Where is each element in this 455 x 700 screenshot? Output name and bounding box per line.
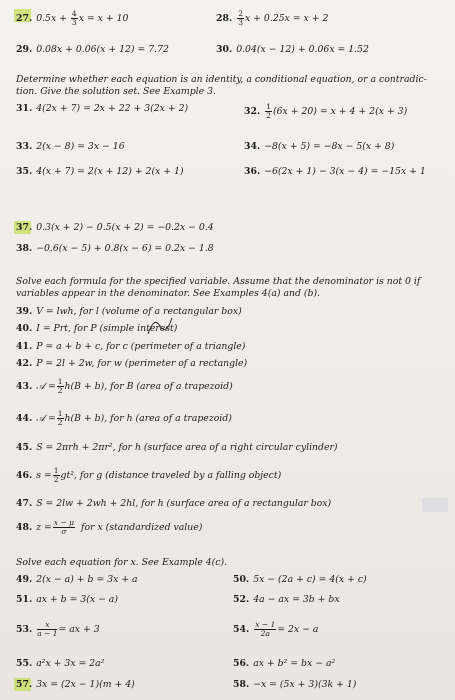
problem-50: 50. 5x − (2a + c) = 4(x + c) <box>233 574 367 585</box>
pen-mark-icon <box>140 312 180 342</box>
problem-46: 46. s = $\frac{1}{2}$ gt², for g (distance traveled by a falling object) <box>16 466 282 484</box>
fraction: $\frac{x - \mu}{\sigma}$ <box>53 518 74 536</box>
instruction-identity: Determine whether each equation is an identity, a conditional equation, or a contradic- <box>16 74 427 85</box>
problem-42: 42. P = 2l + 2w, for w (perimeter of a rectangle) <box>16 358 248 369</box>
problem-47: 47. S = 2lw + 2wh + 2hl, for h (surface area of a rectangular box) <box>16 498 332 509</box>
problem-27: 27. 0.5x + $\frac{4}{3}$ x = x + 10 <box>16 9 129 27</box>
problem-31: 31. 4(2x + 7) = 2x + 22 + 3(2x + 2) <box>16 103 189 114</box>
problem-49: 49. 2(x − a) + b = 3x + a <box>16 574 138 585</box>
problem-43: 43. 𝒜 = $\frac{1}{2}$ h(B + b), for B (area of a trapezoid) <box>16 377 233 395</box>
instruction-formula-cont: variables appear in the denominator. See Examples 4(a) and (b). <box>16 288 321 299</box>
problem-33: 33. 2(x − 8) = 3x − 16 <box>16 141 125 152</box>
fraction: $\frac{2}{3}$ <box>238 9 243 27</box>
instruction-formula: Solve each formula for the specified variable. Assume that the denominator is not 0 if <box>16 276 421 287</box>
fraction: $\frac{x - 1}{2a}$ <box>255 620 276 638</box>
problem-48: 48. z = $\frac{x - \mu}{\sigma}$ for x (standardized value) <box>16 518 203 536</box>
instruction-solve-x: Solve each equation for x. See Example 4(c). <box>16 557 228 568</box>
problem-30: 30. 0.04(x − 12) + 0.06x = 1.52 <box>216 44 369 55</box>
problem-56: 56. ax + b² = bx − a² <box>233 658 336 669</box>
problem-40: 40. I = Prt, for P (simple interest) <box>16 323 178 334</box>
problem-number: 27. <box>16 13 33 24</box>
problem-51: 51. ax + b = 3(x − a) <box>16 594 118 605</box>
problem-32: 32. $\frac{1}{2}$ (6x + 20) = x + 4 + 2(x + 3) <box>244 102 408 120</box>
problem-52: 52. 4a − ax = 3b + bx <box>233 594 340 605</box>
pen-mark-icon <box>420 496 450 516</box>
problem-28: 28. $\frac{2}{3}$ x + 0.25x = x + 2 <box>216 9 329 27</box>
problem-44: 44. 𝒜 = $\frac{1}{2}$ h(B + b), for h (area of a trapezoid) <box>16 409 232 427</box>
instruction-identity-cont: tion. Give the solution set. See Example 3. <box>16 86 216 97</box>
problem-34: 34. −8(x + 5) = −8x − 5(x + 8) <box>244 141 395 152</box>
fraction: $\frac{4}{3}$ <box>71 9 77 27</box>
problem-38: 38. −0.6(x − 5) + 0.8(x − 6) = 0.2x − 1.8 <box>16 243 214 254</box>
fraction: $\frac{1}{2}$ <box>57 409 63 427</box>
problem-39: 39. V = lwh, for l (volume of a rectangular box) <box>16 306 242 317</box>
problem-58: 58. −x = (5x + 3)(3k + 1) <box>233 679 357 690</box>
problem-36: 36. −6(2x + 1) − 3(x − 4) = −15x + 1 <box>244 166 426 177</box>
fraction: $\frac{1}{2}$ <box>53 466 59 484</box>
problem-37: 37. 0.3(x + 2) − 0.5(x + 2) = −0.2x − 0.4 <box>16 222 214 233</box>
problem-57: 57. 3x = (2x − 1)(m + 4) <box>16 679 135 690</box>
problem-45: 45. S = 2πrh + 2πr², for h (surface area of a right circular cylinder) <box>16 442 338 453</box>
problem-35: 35. 4(x + 7) = 2(x + 12) + 2(x + 1) <box>16 166 184 177</box>
problem-54: 54. $\frac{x - 1}{2a}$ = 2x − a <box>233 620 319 638</box>
problem-53: 53. $\frac{x}{a - 1}$ = ax + 3 <box>16 620 100 638</box>
problem-55: 55. a²x + 3x = 2a² <box>16 658 105 669</box>
problem-29: 29. 0.08x + 0.06(x + 12) = 7.72 <box>16 44 169 55</box>
fraction: $\frac{1}{2}$ <box>57 377 63 395</box>
fraction: $\frac{1}{2}$ <box>266 102 271 120</box>
problem-41: 41. P = a + b + c, for c (perimeter of a triangle) <box>16 341 246 352</box>
fraction: $\frac{x}{a - 1}$ <box>37 620 58 638</box>
